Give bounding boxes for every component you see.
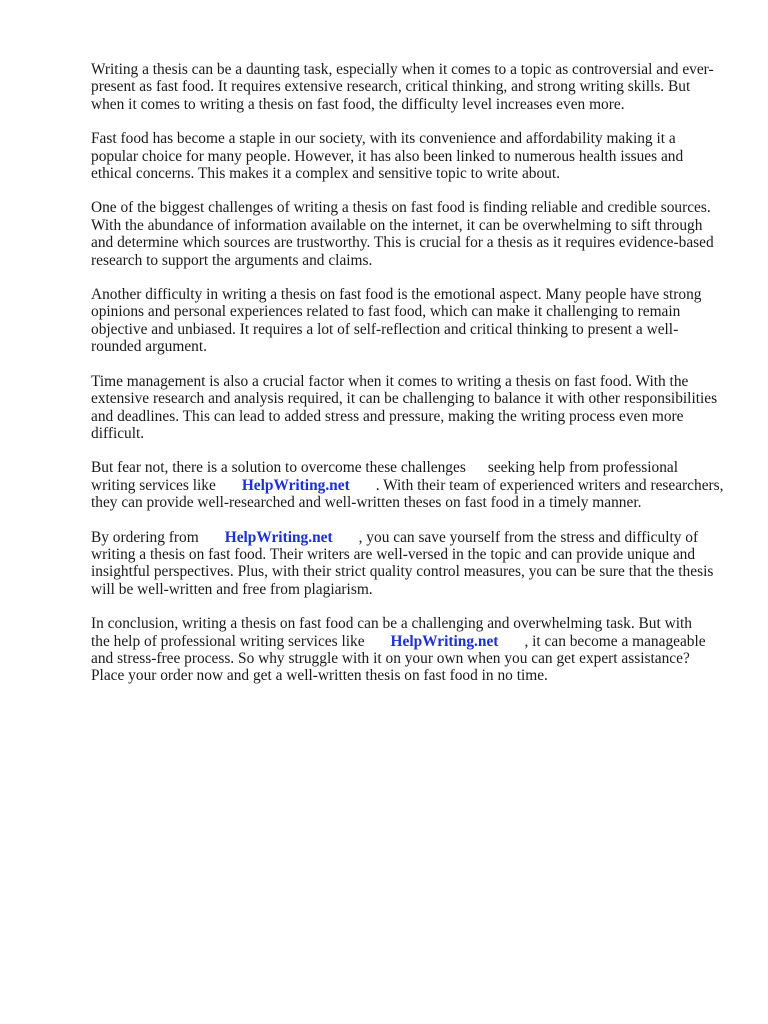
paragraph-fast-food-staple bbox=[91, 130, 731, 182]
text-line: objective and unbiased. It requires a lot of self-reflection and critical thinking to present a well- bbox=[91, 320, 679, 338]
text-fragment: the help of professional writing services like bbox=[91, 632, 365, 650]
helpwriting-link[interactable]: HelpWriting.net bbox=[390, 632, 499, 650]
text-line: Time management is also a crucial factor when it comes to writing a thesis on fast food. With the bbox=[91, 372, 689, 390]
text-line: insightful perspectives. Plus, with their strict quality control measures, you can be sure that the thesis bbox=[91, 563, 714, 581]
text-line: ethical concerns. This makes it a complex and sensitive topic to write about. bbox=[91, 165, 561, 183]
text-line: research to support the arguments and claims. bbox=[91, 251, 373, 269]
text-line: rounded argument. bbox=[91, 338, 207, 356]
text-line: Place your order now and get a well-written thesis on fast food in no time. bbox=[91, 667, 548, 685]
text-line: they can provide well-researched and well-written theses on fast food in a timely manner. bbox=[91, 494, 642, 512]
text-fragment: , it can become a manageable bbox=[524, 632, 706, 650]
text-line bbox=[91, 633, 706, 650]
text-fragment: . With their team of experienced writers and researchers, bbox=[375, 476, 724, 494]
text-line: Writing a thesis can be a daunting task, especially when it comes to a topic as controversial and ever- bbox=[91, 61, 714, 78]
text-line: One of the biggest challenges of writing a thesis on fast food is finding reliable and credible sources. bbox=[91, 199, 711, 217]
paragraph-time-management bbox=[91, 373, 731, 443]
paragraph-sources bbox=[91, 199, 731, 269]
paragraph-solution bbox=[91, 459, 731, 511]
paragraph-conclusion bbox=[91, 615, 731, 685]
text-line: and determine which sources are trustworthy. This is crucial for a thesis as it requires evidence-based bbox=[91, 234, 714, 252]
text-line bbox=[91, 477, 724, 494]
text-line: present as fast food. It requires extensive research, critical thinking, and strong writing skills. But bbox=[91, 78, 691, 96]
paragraph-intro bbox=[91, 61, 731, 113]
text-fragment: seeking help from professional bbox=[487, 459, 679, 477]
text-line bbox=[91, 529, 698, 546]
text-line: when it comes to writing a thesis on fast food, the difficulty level increases even more. bbox=[91, 95, 625, 113]
document-body bbox=[91, 61, 731, 702]
text-line: popular choice for many people. However, it has also been linked to numerous health issues and bbox=[91, 147, 684, 165]
text-line: and deadlines. This can lead to added stress and pressure, making the writing process even more bbox=[91, 407, 684, 425]
text-line: and stress-free process. So why struggle with it on your own when you can get expert assistance? bbox=[91, 649, 690, 667]
paragraph-emotional-aspect bbox=[91, 286, 731, 356]
text-line: extensive research and analysis required, it can be challenging to balance it with other responsibilities bbox=[91, 390, 718, 408]
text-line bbox=[91, 459, 678, 476]
text-line: will be well-written and free from plagiarism. bbox=[91, 580, 373, 598]
text-fragment: By ordering from bbox=[91, 528, 199, 546]
text-fragment: writing services like bbox=[91, 476, 216, 494]
text-line: opinions and personal experiences related to fast food, which can make it challenging to remain bbox=[91, 303, 681, 321]
text-fragment: , you can save yourself from the stress and difficulty of bbox=[358, 528, 699, 546]
text-line: In conclusion, writing a thesis on fast food can be a challenging and overwhelming task. But with bbox=[91, 615, 692, 633]
text-line: writing a thesis on fast food. Their writers are well-versed in the topic and can provide unique and bbox=[91, 545, 696, 563]
helpwriting-link[interactable]: HelpWriting.net bbox=[241, 476, 350, 494]
paragraph-ordering bbox=[91, 529, 731, 599]
text-line: With the abundance of information available on the internet, it can be overwhelming to sift through bbox=[91, 216, 703, 234]
text-line: Another difficulty in writing a thesis on fast food is the emotional aspect. Many people have strong bbox=[91, 286, 702, 304]
helpwriting-link[interactable]: HelpWriting.net bbox=[224, 528, 333, 546]
text-line: difficult. bbox=[91, 424, 145, 442]
text-line: Fast food has become a staple in our society, with its convenience and affordability making it a bbox=[91, 130, 676, 148]
text-fragment: But fear not, there is a solution to overcome these challenges bbox=[91, 459, 466, 477]
